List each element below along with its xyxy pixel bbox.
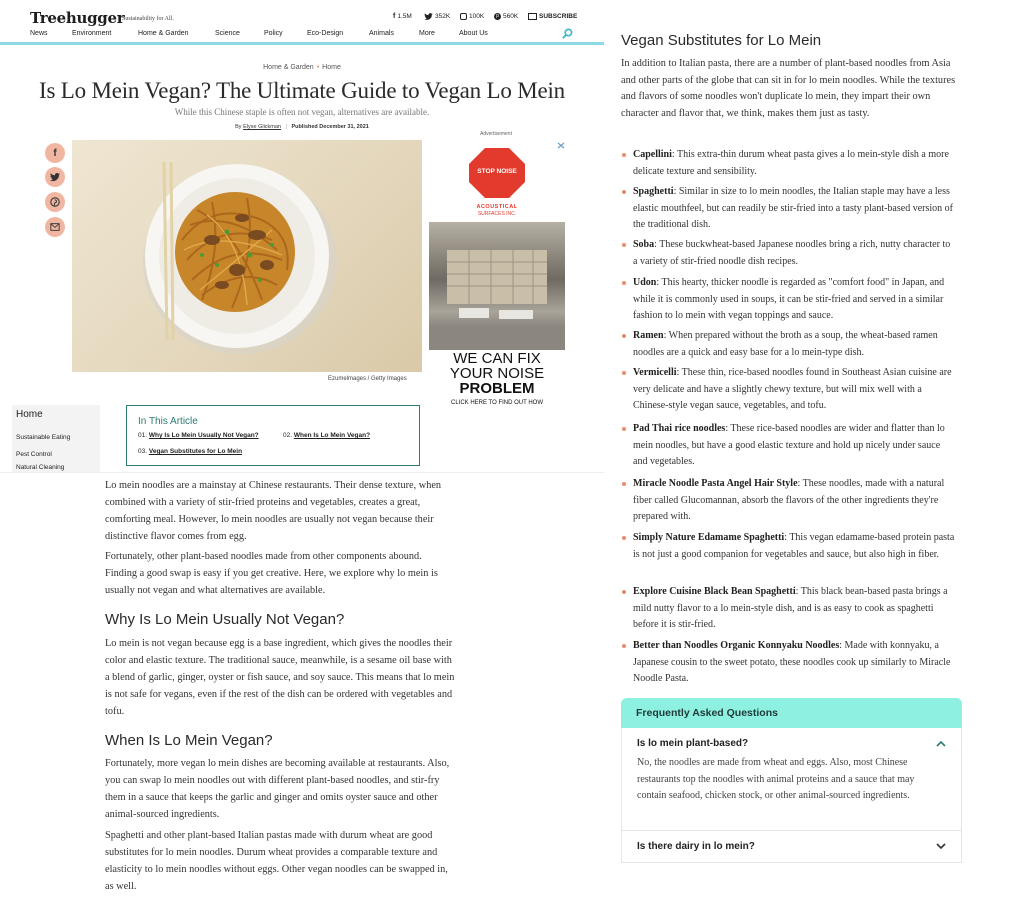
page-subtitle: While this Chinese staple is often not vegan, alternatives are available. [174,107,430,117]
faq-answer-1: No, the noodles are made from wheat and eggs. Also, most Chinese restaurants top the noodles with animal proteins and a sauce that may contain seafood, chicken stock, or other animal-sourced ingredients. [637,757,915,801]
list-item-text: : Similar in size to lo mein noodles, the Italian staple may have a less elastic mouthfeel, but can readily be stir-fried into a tasty plant-based version of the traditional dish. [633,186,953,230]
nav-environment[interactable]: Environment [72,30,112,37]
list-item-text: : These thin, rice-based noodles found in Southeast Asian cuisine are very delicate and have a slightly chewy texture, but will mix well with a Chinese-style vegan sauce, vegetables, and tofu. [633,367,952,411]
toc-item-3[interactable] [138,448,242,455]
published-date: Published December 31, 2021 [291,124,369,130]
heading-why-not-vegan: Why Is Lo Mein Usually Not Vegan? [105,611,345,628]
heading-vegan-substitutes: Vegan Substitutes for Lo Mein [621,32,822,49]
list-item-text: : This black bean-based pasta brings a mild nutty flavor to a lo mein-style dish, and is as easy to cook as spaghetti before it is stir-fried. [633,586,948,630]
facebook-icon: f [53,147,57,159]
ad-close-icon[interactable] [557,142,565,149]
list-item [633,476,957,526]
toc-item-link[interactable]: Why Is Lo Mein Usually Not Vegan? [148,432,259,439]
ad-label: Advertisement [480,131,512,137]
nav-animals[interactable]: Animals [369,30,394,37]
breadcrumb-home-garden[interactable]: Home & Garden [263,64,314,71]
section-sidebar [12,405,100,473]
list-item-name: Pad Thai rice noodles [633,423,726,434]
list-item-name: Miracle Noodle Pasta Angel Hair Style [633,478,798,489]
list-item-text: : These buckwheat-based Japanese noodles bring a rich, nutty character to a variety of stir-fried noodle dish recipes. [633,239,951,267]
list-item-text: : When prepared without the broth as a soup, the wheat-based ramen noodles are a quick and easy base for a lo mein-type dish. [633,330,938,358]
list-bullet [622,371,626,375]
twitter-icon [50,172,60,182]
hero-image [72,140,422,372]
faq-question-1[interactable]: Is lo mein plant-based? [637,738,749,749]
list-bullet [622,281,626,285]
ad-sign-text: STOP NOISE [477,168,517,175]
paragraph-intro: Lo mein noodles are a mainstay at Chinese restaurants. Their dense texture, when combined with a variety of stir-fried proteins and vegetables, creates a great, comforting meal. However, lo mein noodles are usually not vegan because their distinctive flavor comes from egg. [105,480,442,542]
list-item [633,147,957,180]
toc-item-number: 03. [138,448,148,455]
sidebar-title[interactable]: Home [16,409,43,420]
list-item [633,638,957,688]
sidebar-item-natural-cleaning[interactable]: Natural Cleaning [16,464,65,471]
share-facebook-button[interactable] [45,143,65,163]
breadcrumb [0,64,604,71]
faq-header: Frequently Asked Questions [621,698,962,728]
byline [0,124,604,130]
pinterest-count: 560K [503,13,519,20]
byline-prefix: By [235,124,242,130]
pinterest-icon [50,197,60,207]
byline-divider: | [285,124,287,130]
nav-eco-design[interactable]: Eco-Design [307,30,344,37]
ad-headline-line3: PROBLEM [459,380,535,397]
breadcrumb-separator: • [316,64,320,71]
section-divider [0,472,604,473]
nav-news[interactable]: News [30,30,48,37]
chevron-down-icon[interactable] [936,843,946,850]
lo-mein-plate-illustration [72,140,422,372]
ad-brand-line2: SURFACES INC. [477,211,517,217]
list-item-text: : These noodles, made with a natural fiber called Glucomannan, absorb the flavors of the other ingredients they're prepared with. [633,478,945,522]
chevron-up-icon[interactable] [936,740,946,747]
breadcrumb-home[interactable]: Home [322,64,341,71]
ad-headline-line1: WE CAN FIX [453,350,541,367]
author-link[interactable]: Elyse Glickman [243,124,281,130]
share-twitter-button[interactable] [45,167,65,187]
facebook-icon: f [393,13,396,20]
list-item-name: Soba [633,239,655,250]
list-item-name: Ramen [633,330,664,341]
list-bullet [622,427,626,431]
list-item [633,530,957,563]
twitter-icon [424,13,433,20]
image-credit: Ezumelmages / Getty Images [328,376,407,382]
paragraph-when-vegan: Fortunately, more vegan lo mein dishes are becoming available at restaurants. Also, you can swap lo mein noodles out with different plant-based noodles, and stir-fry them in a sauce that keeps the garlic and ginger and omits oyster sauce and other animal-sourced ingredients. [105,758,450,820]
list-item [633,237,957,270]
faq-question-2[interactable]: Is there dairy in lo mein? [637,841,755,852]
ad-headline-line2: YOUR NOISE [449,365,545,382]
list-item-name: Spaghetti [633,186,674,197]
toc-title: In This Article [138,416,198,427]
ad-room-illustration [429,222,565,350]
list-item-text: : This extra-thin durum wheat pasta gives a lo mein-style dish a more delicate texture and sensibility. [633,149,949,177]
list-item-name: Simply Nature Edamame Spaghetti [633,532,785,543]
list-bullet [622,536,626,540]
instagram-count: 100K [469,13,485,20]
facebook-link[interactable] [393,13,412,20]
list-item-name: Capellini [633,149,672,160]
list-item-name: Udon [633,277,657,288]
list-item-text: : This vegan edamame-based protein pasta is not just a good companion for vegetables and sauce, but also high in fiber. [633,532,955,560]
ad-room-image [429,222,565,350]
ad-brand-line1: ACOUSTICAL [476,204,518,210]
paragraph-intro-2: Fortunately, other plant-based noodles made from other components abound. Finding a good swap is easy if you get creative. Here, we explore why lo mein is usually not vegan and what alternatives are available. [105,551,438,596]
sidebar-item-pest-control[interactable]: Pest Control [16,451,52,458]
subscribe-link[interactable] [528,13,577,20]
pinterest-link[interactable] [494,13,518,20]
header-accent-line [0,42,604,45]
instagram-icon [460,13,467,20]
share-pinterest-button[interactable] [45,192,65,212]
list-item [633,365,957,415]
facebook-count: 1.5M [397,13,412,20]
twitter-link[interactable] [424,13,450,20]
list-bullet [622,482,626,486]
instagram-link[interactable] [460,13,484,20]
list-item [633,584,957,634]
list-item [633,421,957,471]
list-item [633,328,957,361]
toc-item-link[interactable]: When Is Lo Mein Vegan? [293,432,371,439]
ad-cta[interactable]: CLICK HERE TO FIND OUT HOW [450,400,543,406]
list-item-name: Better than Noodles Organic Konnyaku Noodles [633,640,840,651]
search-icon[interactable] [562,28,573,39]
advertisement[interactable] [429,141,565,411]
toc-item-link[interactable]: Vegan Substitutes for Lo Mein [148,448,243,455]
site-tagline: Sustainability for All. [122,16,174,22]
list-bullet [622,153,626,157]
sidebar-item-sustainable-eating[interactable]: Sustainable Eating [16,434,71,441]
share-email-button[interactable] [45,217,65,237]
paragraph-why-not-vegan: Lo mein is not vegan because egg is a base ingredient, which gives the noodles their color and elastic texture. The traditional sauce, meanwhile, is a sesame oil base with a blend of garlic, ginger, oyster or fish sauce, and soy sauce. This means that lo mein is not safe for vegans, even if the rest of the dish can be ordered with vegetables and tofu. [105,638,455,717]
list-item-name: Vermicelli [633,367,677,378]
nav-science[interactable]: Science [215,30,240,37]
twitter-count: 352K [435,13,451,20]
nav-about-us[interactable]: About Us [459,30,488,37]
toc-item-number: 01. [138,432,148,439]
paragraph-substitutes-intro: In addition to Italian pasta, there are a number of plant-based noodles from Asia and other parts of the globe that can sit in for lo mein noodles. While the textures and flavors of some noodles won't duplicate lo mein, they impart their own character and flavor that, we think, makes them just as tasty. [621,58,956,119]
list-item [633,184,957,234]
list-item-text: : This hearty, thicker noodle is regarded as "comfort food" in Japan, and while it is commonly used in soups, it can be stir-fried and served in a similar fashion to lo mein with vegan toppings and sauce. [633,277,945,321]
heading-when-vegan: When Is Lo Mein Vegan? [105,732,273,749]
list-item [633,275,957,325]
faq-divider [622,830,961,831]
nav-home-garden[interactable]: Home & Garden [138,30,189,37]
list-bullet [622,590,626,594]
list-bullet [622,334,626,338]
mail-icon [528,13,537,20]
list-item-name: Explore Cuisine Black Bean Spaghetti [633,586,796,597]
list-item-text: : These rice-based noodles are wider and flatter than lo mein noodles, but have a good elastic texture and hold up nicely under sauce and vegetables. [633,423,945,467]
mail-icon [50,222,60,232]
list-item-text: : Made with konnyaku, a Japanese cousin to the sweet potato, these noodles cook up similarly to Miracle Noodle Pasta. [633,640,951,684]
nav-policy[interactable]: Policy [264,30,283,37]
list-bullet [622,644,626,648]
pinterest-icon: p [494,13,501,20]
list-bullet [622,190,626,194]
nav-more[interactable]: More [419,30,435,37]
subscribe-label: SUBSCRIBE [539,13,578,20]
page-title: Is Lo Mein Vegan? The Ultimate Guide to Vegan Lo Mein [39,78,565,103]
toc-item-number: 02. [283,432,293,439]
toc-item-1[interactable] [138,432,259,439]
site-logo[interactable]: Treehugger [30,9,125,27]
main-nav [30,30,604,40]
toc-item-2[interactable] [283,432,370,439]
list-bullet [622,243,626,247]
paragraph-durum-wheat: Spaghetti and other plant-based Italian pastas made with durum wheat are good substitutes for lo mein noodles. Durum wheat provides a comparable texture and elasticity to lo mein noodles without eggs. Other vegan noodles can be swapped in, as well. [105,830,448,892]
